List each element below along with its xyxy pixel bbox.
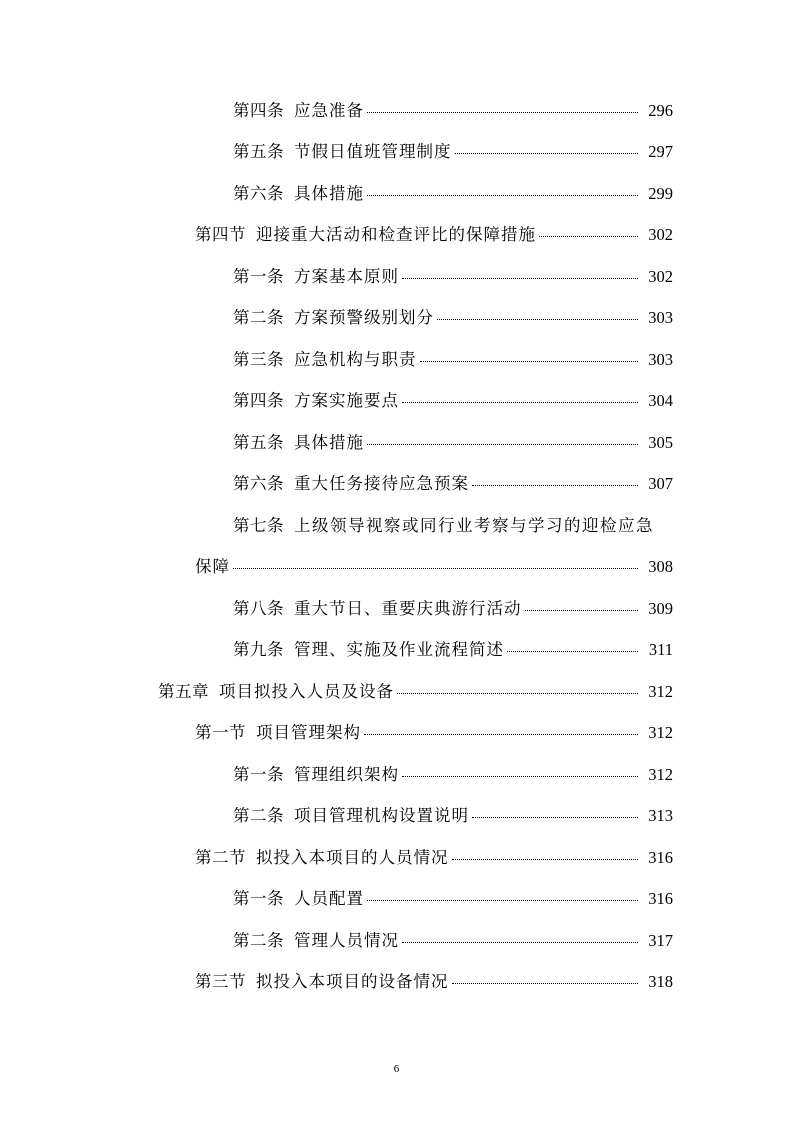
dot-leader (507, 651, 638, 652)
toc-entry-number: 第九条 (233, 640, 284, 660)
toc-entry[interactable] (0, 711, 793, 753)
toc-entry[interactable] (0, 877, 793, 919)
toc-entry[interactable] (0, 960, 793, 1002)
toc-entry-number: 第一条 (233, 266, 284, 286)
toc-entry-page: 312 (648, 681, 673, 701)
dot-leader (452, 983, 639, 984)
toc-entry-title: 项目管理架构 (256, 723, 361, 743)
toc-entry[interactable] (0, 669, 793, 711)
dot-leader (364, 734, 638, 735)
toc-entry[interactable] (0, 918, 793, 960)
dot-leader (472, 817, 638, 818)
dot-leader (420, 361, 639, 362)
toc-entry[interactable] (0, 213, 793, 255)
toc-entry-page: 311 (648, 640, 673, 660)
toc-entry-number: 第一节 (195, 723, 246, 743)
toc-entry-title: 节假日值班管理制度 (294, 142, 452, 162)
toc-entry-number: 第二条 (233, 308, 284, 328)
toc-entry-title: 拟投入本项目的人员情况 (256, 847, 449, 867)
toc-entry[interactable] (0, 420, 793, 462)
page-number: 6 (393, 1063, 400, 1075)
toc-entry-number: 第六条 (233, 183, 284, 203)
toc-entry[interactable] (0, 752, 793, 794)
dot-leader (452, 859, 639, 860)
toc-entry-page: 316 (648, 847, 673, 867)
toc-entry-title: 方案预警级别划分 (294, 308, 434, 328)
toc-entry-title: 管理、实施及作业流程简述 (294, 640, 504, 660)
toc-entry[interactable] (0, 794, 793, 836)
toc-entry[interactable] (0, 254, 793, 296)
toc-entry-page: 303 (648, 308, 673, 328)
toc-entry-title: 项目管理机构设置说明 (294, 806, 469, 826)
toc-entry-number: 第三条 (233, 349, 284, 369)
toc-entry-page: 313 (648, 806, 673, 826)
toc-entry-number: 第四节 (195, 225, 246, 245)
toc-entry-number: 第一条 (233, 889, 284, 909)
toc-entry-title: 重大节日、重要庆典游行活动 (294, 598, 522, 618)
dot-leader (402, 278, 638, 279)
toc-entry-number: 第五条 (233, 432, 284, 452)
dot-leader (539, 236, 638, 237)
toc-entry-title: 项目拟投入人员及设备 (219, 681, 394, 701)
toc-entry-title: 上级领导视察或同行业考察与学习的迎检应急 (294, 515, 654, 535)
dot-leader (525, 610, 639, 611)
toc-entry[interactable] (0, 130, 793, 172)
dot-leader (367, 195, 638, 196)
toc-entry-title: 管理人员情况 (294, 930, 399, 950)
toc-entry[interactable] (0, 835, 793, 877)
toc-entry-title: 方案实施要点 (294, 391, 399, 411)
dot-leader (455, 153, 639, 154)
dot-leader (367, 900, 638, 901)
dot-leader (437, 319, 638, 320)
toc-entry-page: 303 (648, 349, 673, 369)
toc-entry-page: 309 (648, 598, 673, 618)
dot-leader (472, 485, 638, 486)
toc-entry-number: 第三节 (195, 972, 246, 992)
toc-entry-number: 第一条 (233, 764, 284, 784)
dot-leader (402, 776, 638, 777)
dot-leader (402, 942, 638, 943)
dot-leader (367, 444, 638, 445)
toc-entry-number: 第四条 (233, 100, 284, 120)
toc-entry-number: 第二条 (233, 806, 284, 826)
toc-entry-title: 重大任务接待应急预案 (294, 474, 469, 494)
toc-entry-page: 304 (648, 391, 673, 411)
toc-entry-title: 具体措施 (294, 432, 364, 452)
toc-entry-page: 297 (648, 142, 673, 162)
toc-entry-number: 第四条 (233, 391, 284, 411)
toc-entry-page: 308 (648, 557, 673, 577)
toc-entry-page: 307 (648, 474, 673, 494)
toc-entry-title-continuation: 保障 (195, 557, 230, 577)
toc-entry-page: 302 (648, 266, 673, 286)
toc-entry-page: 302 (648, 225, 673, 245)
dot-leader (233, 568, 638, 569)
toc-entry-page: 299 (648, 183, 673, 203)
table-of-contents (0, 88, 793, 1001)
toc-entry-page: 312 (648, 764, 673, 784)
toc-entry[interactable] (0, 586, 793, 628)
toc-entry-number: 第五章 (158, 681, 209, 701)
toc-entry-title: 管理组织架构 (294, 764, 399, 784)
toc-entry[interactable] (0, 171, 793, 213)
toc-entry[interactable] (0, 379, 793, 421)
toc-entry-title: 应急准备 (294, 100, 364, 120)
toc-entry[interactable] (0, 337, 793, 379)
toc-entry-page: 305 (648, 432, 673, 452)
toc-entry-number: 第五条 (233, 142, 284, 162)
toc-entry-title: 迎接重大活动和检查评比的保障措施 (256, 225, 536, 245)
toc-entry-number: 第七条 (233, 515, 284, 535)
toc-entry-number: 第六条 (233, 474, 284, 494)
toc-entry-number: 第二条 (233, 930, 284, 950)
toc-entry-number: 第八条 (233, 598, 284, 618)
toc-entry-page: 316 (648, 889, 673, 909)
toc-entry[interactable] (0, 296, 793, 338)
toc-entry[interactable] (0, 462, 793, 504)
dot-leader (397, 693, 638, 694)
toc-entry-number: 第二节 (195, 847, 246, 867)
toc-entry-continuation[interactable] (0, 545, 793, 587)
toc-entry-title: 人员配置 (294, 889, 364, 909)
toc-entry-page: 312 (648, 723, 673, 743)
dot-leader (402, 402, 638, 403)
toc-entry-title: 方案基本原则 (294, 266, 399, 286)
toc-entry-page: 318 (648, 972, 673, 992)
dot-leader (367, 112, 638, 113)
toc-entry[interactable] (0, 503, 793, 545)
toc-entry[interactable] (0, 628, 793, 670)
toc-entry-title: 应急机构与职责 (294, 349, 417, 369)
toc-entry-page: 296 (648, 100, 673, 120)
toc-entry-title: 拟投入本项目的设备情况 (256, 972, 449, 992)
toc-entry-title: 具体措施 (294, 183, 364, 203)
toc-entry-page: 317 (648, 930, 673, 950)
toc-entry[interactable] (0, 88, 793, 130)
